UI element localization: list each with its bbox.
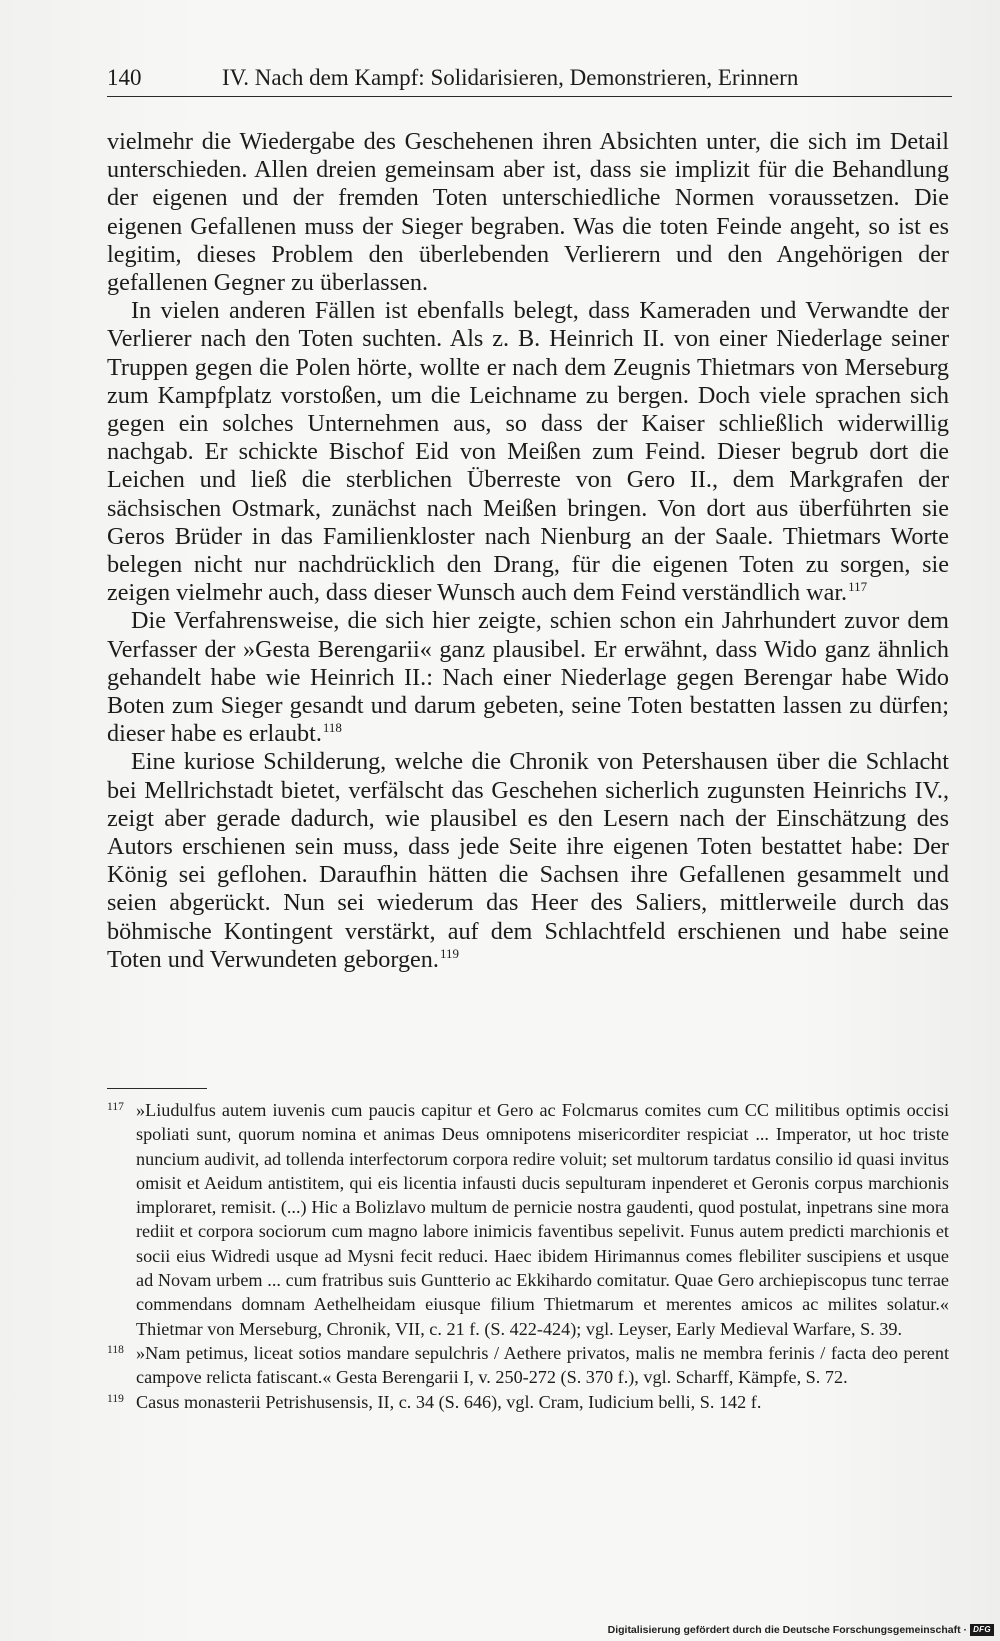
paragraph: vielmehr die Wiedergabe des Geschehenen ihren Absichten unter, die sich im Detail unterschieden. Allen dreien gemeinsam aber ist, dass sie implizit für die Behandlung der eigenen und der fremden Toten unterschiedliche Normen voraussetzen. Die eigenen Gefallenen muss der Sieger begraben. Was die toten Feinde angeht, so ist es legitim, dieses Problem den überlebenden Verlierern und den Angehörigen der gefallenen Gegner zu überlassen.: [107, 128, 949, 297]
footnote-separator: [107, 1088, 207, 1089]
footnote-text: »Liudulfus autem iuvenis cum paucis capitur et Gero ac Folcmarus comites cum CC militibus optimis occisi spoliati sunt, quorum nomina et animas Deus omnipotens misericorditer respiciat ... Imperator, ut hoc triste nuncium audivit, ad tollenda interfectorum corpora redire voluit; set multorum tardatus consilio id quasi invitus omisit et Aeidum antistitem, qui eis licentia infausti ducis sepulturam inpenderet et Geronis corpus marchionis imploraret, remisit. (...) Hic a Bolizlavo multum de pernicie nostra gaudenti, quod postulat, inpetrans sine mora rediit et corpora sociorum cum magno labore inimicis faventibus sepelivit. Funus autem predicti marchionis et socii eius Widredi usque ad Mysni fecit reduci. Haec ibidem Hirimannus comes flebiliter suscipiens et usque ad Novam urbem ... cum fratribus suis Guntterio ac Ekkihardo comitatur. Quae Gero archiepiscopus tunc terrae commendans domnam Aethelheidam eiusque filium Thietmarum et merentes amicos ac milites solatur.« Thietmar von Merseburg, Chronik, VII, c. 21 f. (S. 422-424); vgl. Leyser, Early Medieval Warfare, S. 39.: [136, 1100, 949, 1339]
footnote-number: 117: [107, 1101, 124, 1113]
footnote: [107, 1098, 949, 1341]
digitization-credit: [606, 1623, 994, 1637]
running-title: IV. Nach dem Kampf: Solidarisieren, Demonstrieren, Erinnern: [222, 65, 799, 90]
running-header: [107, 64, 952, 97]
credit-text: Digitalisierung gefördert durch die Deutsche Forschungsgemeinschaft ·: [607, 1624, 967, 1636]
footnote: [107, 1341, 949, 1390]
dfg-logo: DFG: [970, 1624, 994, 1636]
footnote-ref[interactable]: 119: [439, 945, 459, 961]
footnote-ref[interactable]: 118: [322, 720, 342, 736]
paragraph: In vielen anderen Fällen ist ebenfalls belegt, dass Kameraden und Verwandte der Verlierer nach den Toten suchten. Als z. B. Heinrich II. von einer Niederlage seiner Truppen gegen die Polen hörte, wollte er nach dem Zeugnis Thietmars von Merseburg zum Kampfplatz vorstoßen, um die Leichname zu bergen. Doch viele sprachen sich gegen ein solches Unternehmen aus, so dass der Kaiser schließlich widerwillig nachgab. Er schickte Bischof Eid von Meißen zum Feind. Dieser begrub dort die Leichen und ließ die sterblichen Überreste von Gero II., dem Markgrafen der sächsischen Ostmark, zunächst nach Meißen bringen. Von dort aus überführten sie Geros Brüder in das Familienkloster nach Nienburg an der Saale. Thietmars Worte belegen nicht nur nachdrücklich den Drang, für die eigenen Toten zu sorgen, sie zeigen vielmehr auch, dass dieser Wunsch auch dem Feind verständlich war.$^{117}$: [107, 297, 949, 607]
footnote-text: Casus monasterii Petrishusensis, II, c. 34 (S. 646), vgl. Cram, Iudicium belli, S. 142 f.: [136, 1391, 762, 1412]
footnote-text: »Nam petimus, liceat sotios mandare sepulchris / Aethere privatos, malis ne membra ferinis / facta deo perent campove relicta fatiscant.« Gesta Berengarii I, v. 250-272 (S. 370 f.), vgl. Scharff, Kämpfe, S. 72.: [136, 1342, 949, 1388]
footnotes: [107, 1098, 949, 1414]
paragraph: Eine kuriose Schilderung, welche die Chronik von Petershausen über die Schlacht bei Mellrichstadt bietet, verfälscht das Geschehen sicherlich zugunsten Heinrichs IV., zeigt aber gerade dadurch, wie plausibel es den Lesern nach der Einschätzung des Autors erschienen sein muss, dass jede Seite ihre eigenen Toten bestattet habe: Der König sei geflohen. Daraufhin hätten die Sachsen ihre Gefallenen gesammelt und seien abgerückt. Nun sei wiederum das Heer des Saliers, mittlerweile durch das böhmische Kontingent verstärkt, auf dem Schlachtfeld erschienen und habe seine Toten und Verwundeten geborgen.$^{119}$: [107, 748, 949, 973]
page-number: 140: [107, 65, 142, 90]
main-text: [107, 128, 949, 974]
paragraph: Die Verfahrensweise, die sich hier zeigte, schien schon ein Jahrhundert zuvor dem Verfasser der »Gesta Berengarii« ganz plausibel. Er erwähnt, dass Wido ganz ähnlich gehandelt habe wie Heinrich II.: Nach einer Niederlage gegen Berengar habe Wido Boten zum Sieger gesandt und darum gebeten, seine Toten bestatten lassen zu dürfen; dieser habe es erlaubt.$^{118}$: [107, 607, 949, 748]
footnote-number: 119: [107, 1392, 124, 1405]
footnote-number: 118: [107, 1343, 124, 1356]
footnote-ref[interactable]: 117: [848, 579, 868, 595]
footnote: [107, 1390, 949, 1414]
